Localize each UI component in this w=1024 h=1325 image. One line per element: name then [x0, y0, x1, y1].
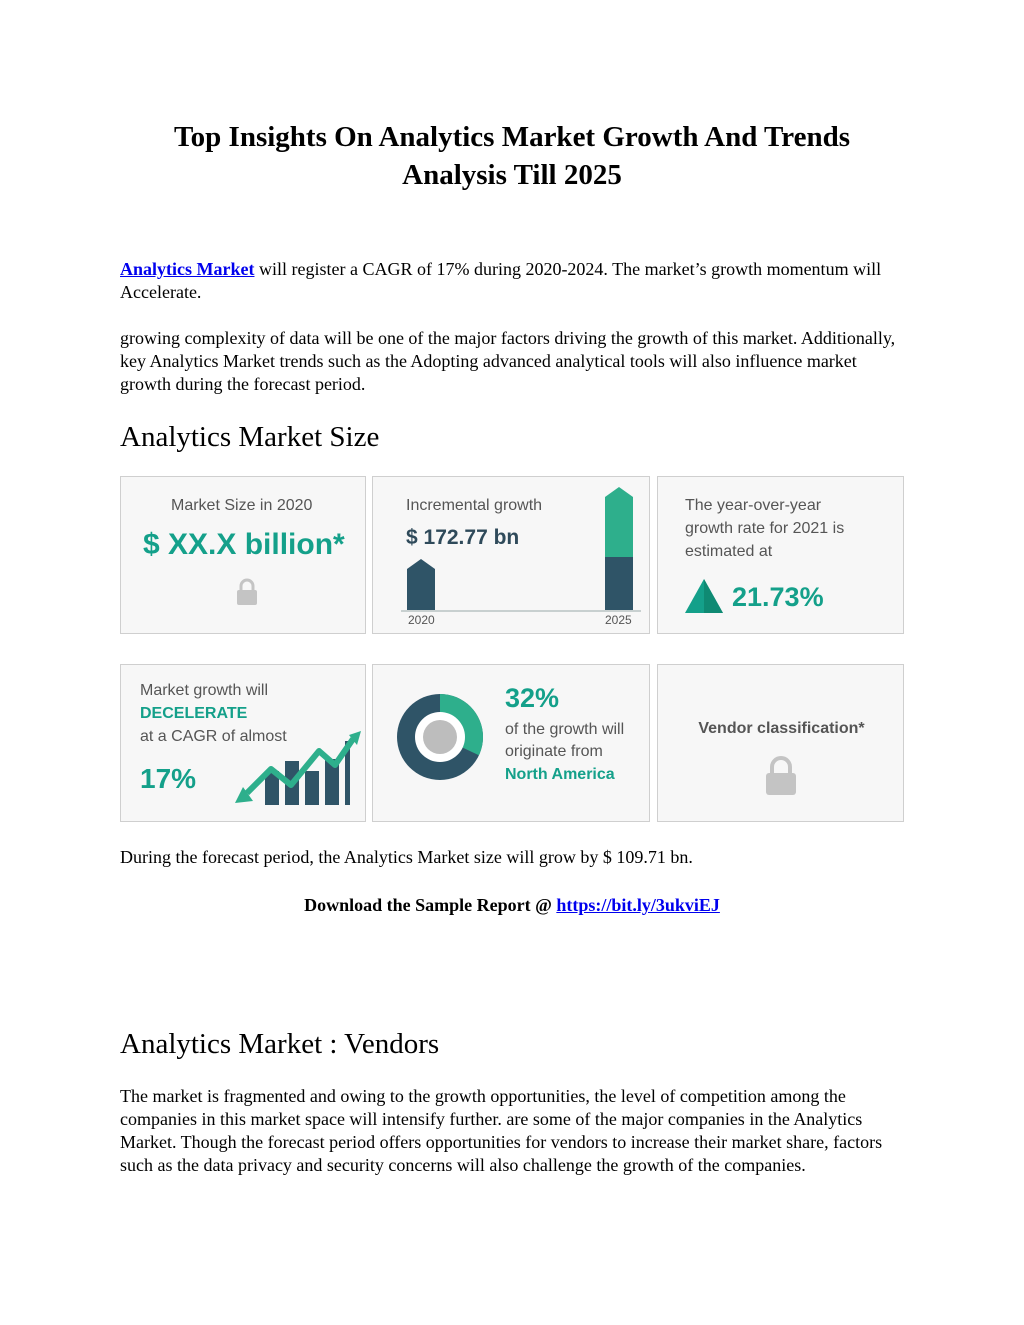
bar-2025-increment: [605, 487, 633, 557]
momentum-line-1: Market growth will: [140, 682, 269, 699]
year-start-label: 2020: [408, 613, 435, 627]
yoy-label-1: The year-over-year: [685, 497, 822, 514]
momentum-line-3: at a CAGR of almost: [140, 728, 287, 745]
region-share-value: 32%: [505, 683, 560, 713]
momentum-value: 17%: [140, 763, 197, 794]
drivers-paragraph: growing complexity of data will be one of the major factors driving the growth of this market. Additionally, key Analytics Market trends such as the Adopting advanced analytical tools will also influence market growth during the forecast period.: [120, 328, 896, 394]
intro-paragraph: [120, 258, 904, 304]
lock-icon: [765, 756, 797, 796]
vendors-paragraph: The market is fragmented and owing to the growth opportunities, the level of competition among the companies in this market space will intensify further. are some of the major companies in the Analytics Market. Though the forecast period offers opportunities for vendors to increase their market share, factors such as the data privacy and security concerns will also challenge the growth of the companies.: [120, 1086, 883, 1175]
yoy-value: 21.73%: [732, 582, 824, 612]
growth-sentence: During the forecast period, the Analytics Market size will grow by $ 109.71 bn.: [120, 847, 693, 867]
download-label: Download the Sample Report @: [304, 895, 557, 915]
vendor-classification-label: Vendor classification*: [698, 720, 865, 737]
yoy-panel: [657, 476, 904, 634]
donut-center: [423, 720, 457, 754]
momentum-line-2: DECELERATE: [140, 705, 248, 722]
page-title: Top Insights On Analytics Market Growth And Trends Analysis Till 2025: [173, 121, 851, 191]
year-end-label: 2025: [605, 613, 632, 627]
vendors-heading: Analytics Market : Vendors: [120, 1028, 440, 1060]
lock-icon: [236, 578, 258, 606]
market-size-value: $ XX.X billion*: [143, 528, 345, 561]
incremental-growth-panel: [372, 476, 650, 634]
yoy-label-3: estimated at: [685, 543, 773, 560]
incremental-value: $ 172.77 bn: [406, 526, 520, 549]
market-size-panel: [120, 476, 366, 634]
momentum-panel: [120, 664, 366, 822]
yoy-label-2: growth rate for 2021 is: [685, 520, 845, 537]
up-triangle-icon: [685, 577, 723, 613]
incremental-bar-chart: [373, 477, 650, 634]
incremental-label: Incremental growth: [406, 497, 543, 514]
region-panel: [372, 664, 650, 822]
region-line-2: originate from: [505, 743, 603, 760]
region-name: North America: [505, 766, 615, 783]
vendor-panel: [657, 664, 904, 822]
intro-text: will register a CAGR of 17% during 2020-2024. The market’s growth momentum will Accelerate.: [120, 259, 882, 302]
bar-2020: [407, 559, 435, 610]
region-line-1: of the growth will: [505, 721, 625, 738]
sample-report-link[interactable]: https://bit.ly/3ukviEJ: [556, 895, 720, 915]
download-line: [120, 894, 904, 917]
market-size-label: Market Size in 2020: [171, 497, 313, 514]
market-size-heading: Analytics Market Size: [120, 421, 380, 453]
bar-2025-base: [605, 557, 633, 610]
growth-arrow-icon: [121, 665, 366, 822]
analytics-market-link[interactable]: Analytics Market: [120, 259, 255, 279]
region-donut-chart: [397, 694, 483, 780]
